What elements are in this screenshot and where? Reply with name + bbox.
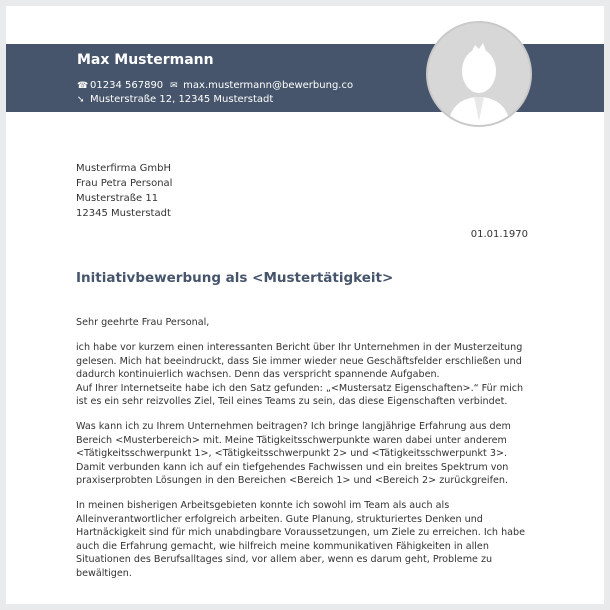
body-paragraph-2: Auf Ihrer Internetseite habe ich den Satz gefunden: „<Mustersatz Eigenschaften>.“ Für mich ist es ein sehr reizvolles Ziel, Teil eines Teams zu sein, das diese Eigenschaften verbindet. (76, 382, 524, 408)
recipient-street: Musterstraße 11 (76, 193, 159, 204)
letter-date: 01.01.1970 (470, 229, 528, 240)
recipient-address (76, 161, 172, 221)
body-paragraph-1: ich habe vor kurzem einen interessanten Bericht über Ihr Unternehmen in der Musterzeitung gelesen. Mich hat beeindruckt, dass Sie immer wieder neue Geschäftsfelder erschließen und dadurch kontinuierlich wachsen. Denn das verspricht spannende Aufgaben. (76, 342, 523, 381)
profile-photo (426, 21, 532, 127)
body-paragraph-4: In meinen bisherigen Arbeitsgebieten konnte ich sowohl im Team als auch als Alleinverantwortlicher erfolgreich arbeiten. Gute Planung, strukturiertes Denken und Hartnäckigkeit sind für mich unabdingbare Voraussetzungen, um Ziele zu erreichen. Ich habe auch die Erfahrung gemacht, wie hilfreich meine kommunikativen Fähigkeiten in allen Situationen des Berufsalltages sind, vor allem aber, wenn es darum geht, Probleme zu bewältigen. (76, 500, 526, 579)
letter-body (76, 316, 536, 592)
recipient-company: Musterfirma GmbH (76, 163, 171, 174)
email-address: max.mustermann@bewerbung.co (183, 80, 354, 91)
recipient-city: 12345 Musterstadt (76, 208, 171, 219)
location-icon: ➘ (77, 95, 85, 105)
recipient-person: Frau Petra Personal (76, 178, 173, 189)
phone-icon: ☎ (77, 81, 89, 91)
postal-address: Musterstraße 12, 12345 Musterstadt (90, 94, 274, 105)
letter-subject: Initiativbewerbung als <Mustertätigkeit> (76, 270, 394, 286)
body-paragraph-3: Was kann ich zu Ihrem Unternehmen beitragen? Ich bringe langjährige Erfahrung aus dem Bereich <Musterbereich> mit. Meine Tätigkeitsschwerpunkte waren dabei unter anderem <Tätigkeitsschwerpunkt 1>, <Tätigkeitsschwerpunkt 2> und <Tätigkeitsschwerpunkt 3>. Damit verbunden kann ich auf ein tiefgehendes Fachwissen und ein breites Spektrum von praxiserprobten Lösungen in den Bereichen <Bereich 1> und <Bereich 2> zurückgreifen. (76, 421, 511, 487)
salutation: Sehr geehrte Frau Personal, (76, 317, 210, 328)
contact-info (77, 79, 353, 107)
letter-page (6, 6, 604, 604)
envelope-icon: ✉ (170, 81, 178, 91)
avatar-placeholder-icon (428, 23, 530, 125)
applicant-name: Max Mustermann (77, 52, 214, 68)
phone-number: 01234 567890 (90, 80, 164, 91)
